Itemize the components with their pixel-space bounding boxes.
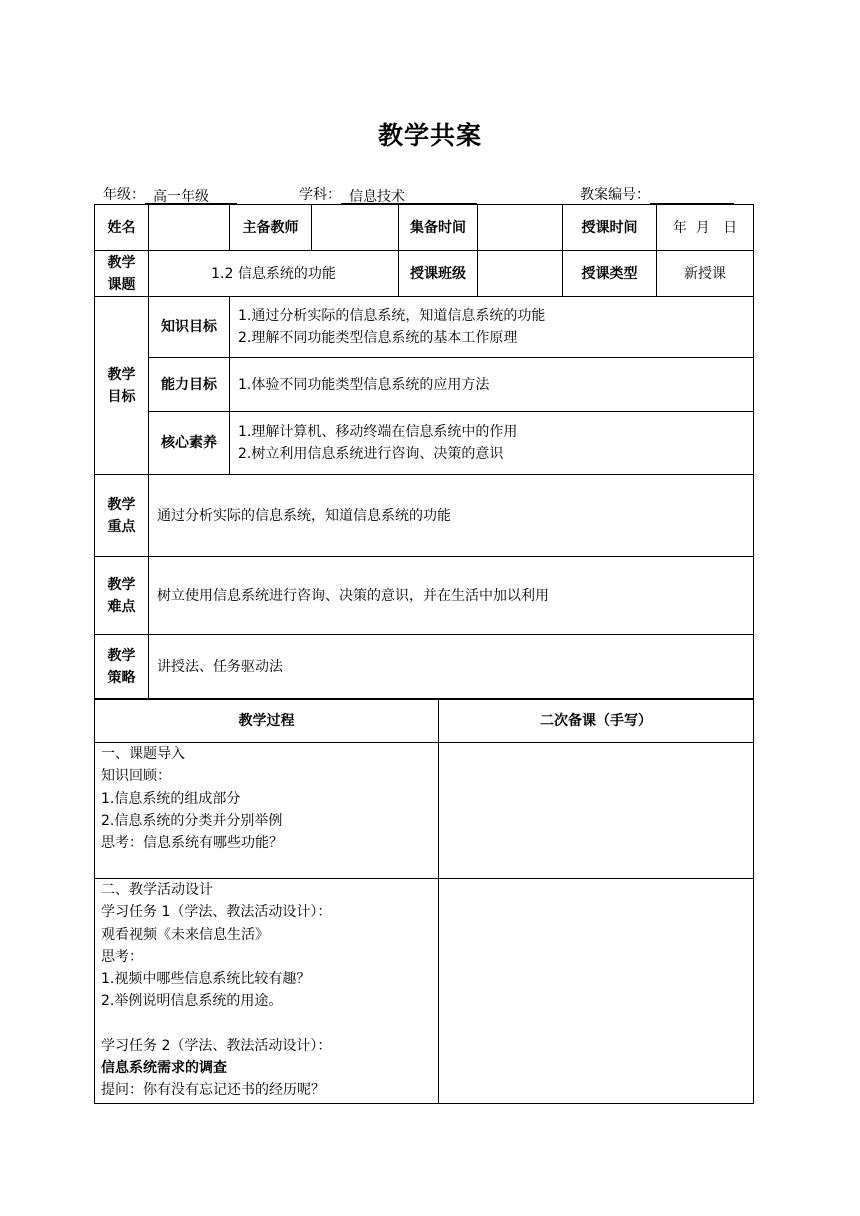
- ability-goal-items: 1.体验不同功能类型信息系统的应用方法: [230, 358, 754, 412]
- intro-line: 思考：信息系统有哪些功能？: [101, 835, 283, 852]
- ability-goal-label: 能力目标: [149, 358, 230, 412]
- lesson-type-label: 授课类型: [563, 251, 657, 297]
- page-title: 教学共案: [377, 121, 482, 150]
- collective-time-value: [478, 205, 563, 251]
- process-header: 教学过程: [95, 699, 439, 743]
- activity-line: 1.视频中哪些信息系统比较有趣？: [101, 971, 311, 988]
- subject-value: 信息技术: [341, 186, 477, 204]
- intro-line: 一、课题导入: [101, 746, 185, 762]
- class-label: 授课班级: [399, 251, 478, 297]
- strategy-value: 讲授法、任务驱动法: [149, 635, 754, 700]
- plan-number-field: [580, 184, 734, 204]
- activity-section: [95, 879, 439, 1104]
- collective-time-label: 集备时间: [399, 205, 478, 251]
- activity-line-bold: 信息系统需求的调查: [101, 1060, 227, 1077]
- intro-line: 知识回顾：: [101, 768, 171, 785]
- activity-line: 观看视频《未来信息生活》: [101, 926, 269, 943]
- strategy-label: 教学 策略: [95, 635, 149, 700]
- subject-label: 学科：: [299, 187, 341, 203]
- knowledge-goal-label: 知识目标: [149, 297, 230, 358]
- key-point-value: 通过分析实际的信息系统，知道信息系统的功能: [149, 475, 754, 557]
- plan-number-label: 教案编号：: [580, 187, 650, 203]
- knowledge-goal-items: 1.通过分析实际的信息系统，知道信息系统的功能 2.理解不同功能类型信息系统的基本工作原理: [230, 297, 754, 358]
- plan-number-value: [650, 186, 734, 204]
- activity-line: 思考：: [101, 948, 143, 965]
- grade-field: [103, 184, 237, 204]
- intro-line: 1.信息系统的组成部分: [101, 790, 241, 807]
- teaching-time-label: 授课时间: [563, 205, 657, 251]
- handwritten-notes-header: 二次备课（手写）: [439, 699, 754, 743]
- name-value: [149, 205, 230, 251]
- lead-teacher-label: 主备教师: [230, 205, 312, 251]
- activity-line: 2.举例说明信息系统的用途。: [101, 993, 283, 1010]
- activity-line: 提问：你有没有忘记还书的经历呢？: [101, 1082, 325, 1099]
- notes-area-1: [439, 743, 754, 879]
- core-literacy-items: 1.理解计算机、移动终端在信息系统中的作用 2.树立利用信息系统进行咨询、决策的意识: [230, 412, 754, 475]
- activity-line: 学习任务 2（学法、教法活动设计）：: [101, 1037, 332, 1054]
- lesson-type-value: 新授课: [657, 251, 754, 297]
- teaching-process-table: [94, 698, 754, 1104]
- difficulty-label: 教学 难点: [95, 557, 149, 635]
- difficulty-value: 树立使用信息系统进行咨询、决策的意识，并在生活中加以利用: [149, 557, 754, 635]
- lesson-info-table: [94, 204, 754, 700]
- topic-value: 1.2 信息系统的功能: [149, 251, 399, 297]
- key-point-label: 教学 重点: [95, 475, 149, 557]
- grade-value: 高一年级: [145, 186, 237, 204]
- intro-section: [95, 743, 439, 879]
- notes-area-2: [439, 879, 754, 1104]
- grade-label: 年级：: [103, 187, 145, 203]
- activity-line: 学习任务 1（学法、教法活动设计）：: [101, 904, 332, 921]
- objectives-label: 教学 目标: [95, 297, 149, 475]
- topic-label: 教学 课题: [95, 251, 149, 297]
- lead-teacher-value: [312, 205, 399, 251]
- class-value: [478, 251, 563, 297]
- teaching-time-value: 年 月 日: [657, 205, 754, 251]
- core-literacy-label: 核心素养: [149, 412, 230, 475]
- activity-line: [101, 1013, 432, 1035]
- name-label: 姓名: [95, 205, 149, 251]
- activity-line: 二、教学活动设计: [101, 882, 213, 898]
- subject-field: [299, 184, 477, 204]
- intro-line: 2.信息系统的分类并分别举例: [101, 812, 283, 829]
